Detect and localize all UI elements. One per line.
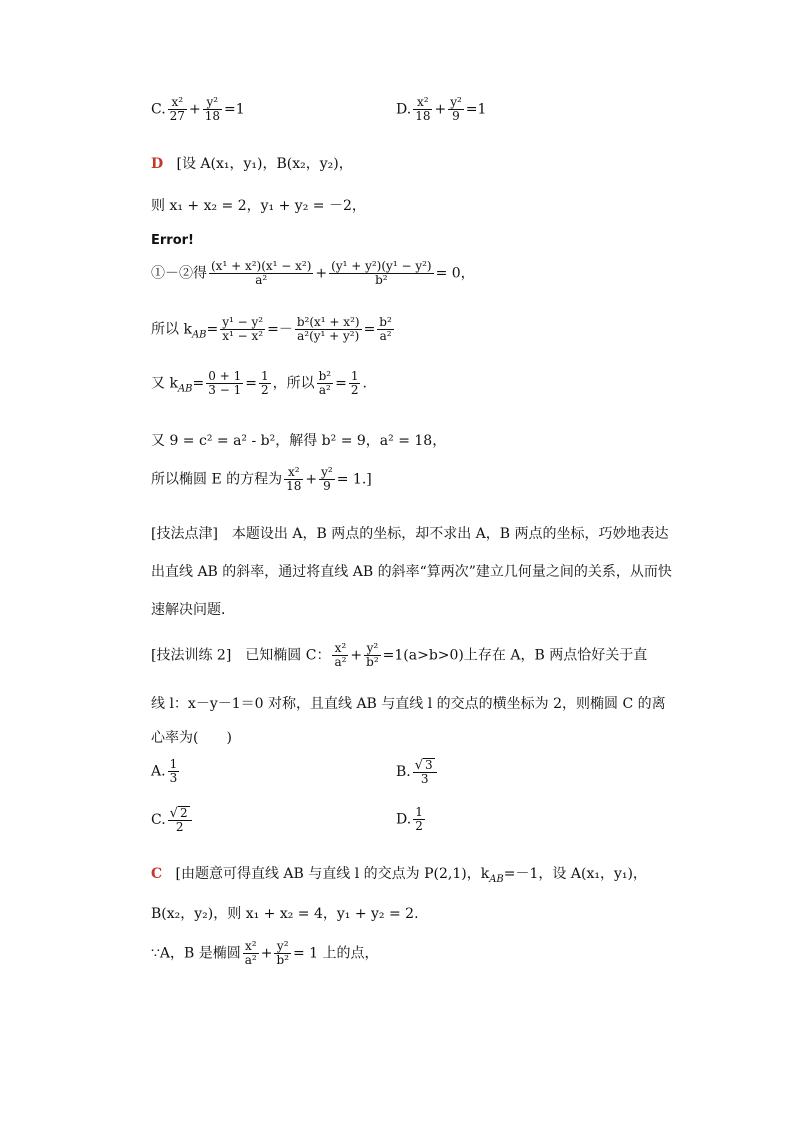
tip-paragraph: [技法点津] 本题设出 A，B 两点的坐标，却不求出 A，B 两点的坐标，巧妙地表达出直线 AB 的斜率，通过将直线 AB 的斜率“算两次”建立几何量之间的关系，从而快速解决问题． <box>151 526 672 618</box>
problem2-option-c: C. $\frac{√ 2}{2}$ <box>151 806 194 834</box>
fraction: $\frac{\text{x²}}{18}$ <box>415 95 431 123</box>
solution1-line6: 又 $k_{AB}=$ $\frac{0 + 1}{3 - 1}$ = $\frac{1}{2}$ ，所以 $\frac{\text{b²}}{\text{a²}}$ = $\frac{1}{2}$ . <box>151 369 367 397</box>
problem2-option-b: B. $\frac{√ 3}{3}$ <box>396 758 439 786</box>
problem2-option-d: D. $\frac{1}{2}$ <box>396 805 423 833</box>
solution1-line5: 所以 $k_{AB}=$ $\frac{\text{y¹ − y²}}{\text{x¹ − x²}}$ =－ $\frac{\text{b²(x¹ + x²)}}{\text{a²(y¹ + y²)}}$ = $\frac{\text{b²}}{\text{a²}}$ <box>151 315 392 343</box>
option-c-row: C. $\frac{\text{x²}}{27}$ + $\frac{\text{y²}}{18}$ =1 <box>151 95 245 123</box>
option-d-label: D. <box>396 101 412 118</box>
problem2-line1: [技法训练 2] 已知椭圆 C： $\frac{\text{x²}}{\text{a²}}$ + $\frac{\text{y²}}{\text{b²}}$ =1(a>b>0)上存在 A，B 两点恰好关于直 <box>151 641 648 669</box>
fraction: $\frac{\text{x²}}{27}$ <box>169 95 185 123</box>
solution2-line2: B(x₂，y₂)，则 x₁ + x₂ = 4，y₁ + y₂ = 2. <box>151 906 419 922</box>
solution1-line1: D [设 A(x₁，y₁)，B(x₂，y₂)， <box>151 156 353 172</box>
solution2-line1: C [由题意可得直线 AB 与直线 l 的交点为 P(2,1)，$k_{AB}=-1$，设 A(x₁，y₁)， <box>151 866 647 885</box>
answer-letter: D <box>151 156 164 172</box>
option-c-label: C. <box>151 101 166 118</box>
solution1-line7: 又 9 = c² = a² - b²，解得 b² = 9，a² = 18， <box>151 433 447 449</box>
solution1-line8: 所以椭圆 E 的方程为 $\frac{\text{x²}}{18}$ + $\frac{\text{y²}}{9}$ = 1.] <box>151 465 372 493</box>
solution1-line2: 则 x₁ + x₂ = 2，y₁ + y₂ = －2， <box>151 198 366 214</box>
option-d-row: D. $\frac{\text{x²}}{18}$ + $\frac{\text{y²}}{9}$ =1 <box>396 95 487 123</box>
solution1-line4: ①－②得 $\frac{\text{(x¹ + x²)(x¹ − x²)}}{\text{a²}}$ + $\frac{\text{(y¹ + y²)(y¹ − y²)}}{\text{b²}}$ = 0， <box>151 259 475 287</box>
problem2-option-a: A. $\frac{1}{3}$ <box>151 757 178 785</box>
answer-letter: C <box>151 866 163 882</box>
error-text: Error! <box>151 233 194 248</box>
problem2-line3: 心率为( ) <box>151 730 232 746</box>
fraction: $\frac{\text{y²}}{9}$ <box>450 95 462 123</box>
problem2-line2: 线 l：x－y－1＝0 对称，且直线 AB 与直线 l 的交点的横坐标为 2，则椭圆 C 的离 <box>151 696 666 712</box>
solution2-line3: ∵A，B 是椭圆 $\frac{\text{x²}}{\text{a²}}$ + $\frac{\text{y²}}{\text{b²}}$ = 1 上的点， <box>151 939 379 967</box>
fraction: $\frac{\text{y²}}{18}$ <box>204 95 220 123</box>
